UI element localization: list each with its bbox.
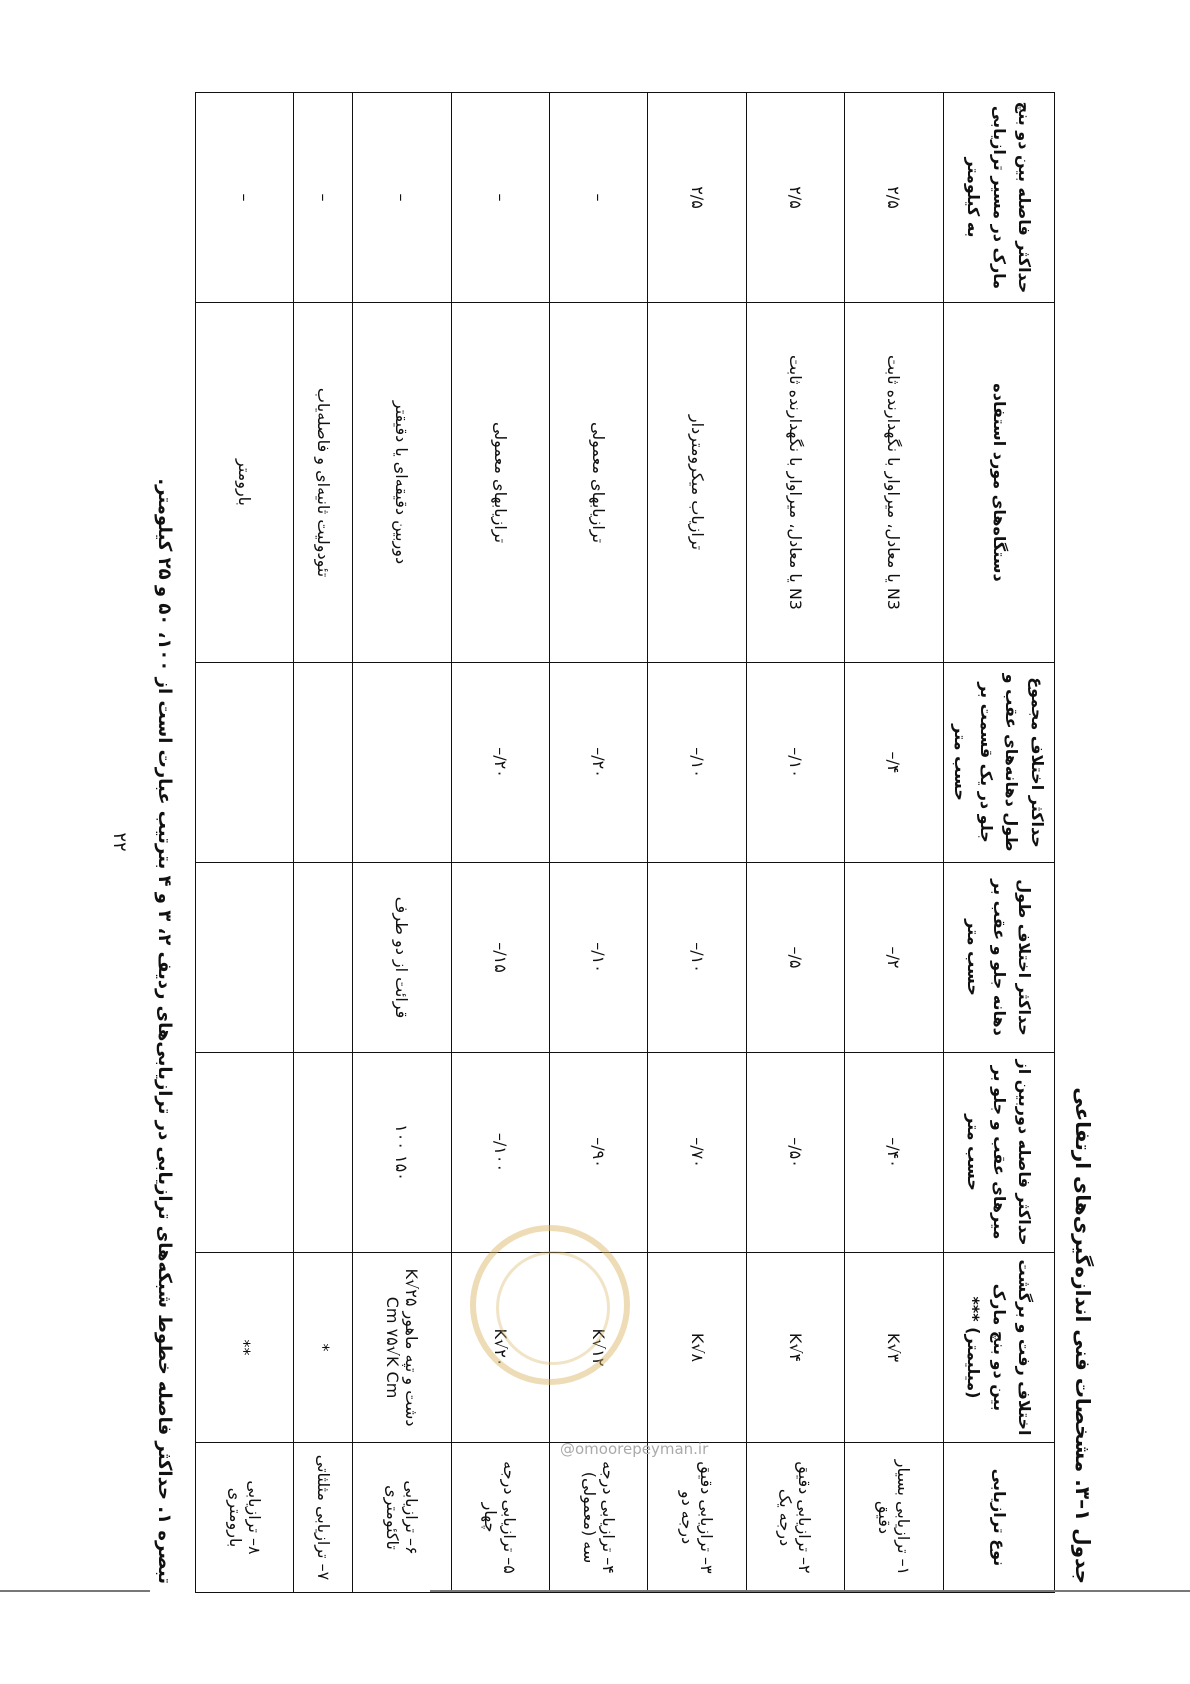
span-difference-cell: قرائت از دو طرف	[353, 863, 451, 1053]
equipment-cell: دوربین دقیقه‌ای یا دقیقتر	[353, 303, 451, 663]
bottom-rule-divider	[0, 1590, 150, 1592]
span-difference-cell: ۱۵/–	[451, 863, 549, 1053]
sum-difference-cell: ۱۰/–	[746, 663, 844, 863]
sum-difference-cell	[353, 663, 451, 863]
sum-difference-cell: ۲۰/–	[451, 663, 549, 863]
header-cell: حداکثر اختلاف مجموع طول دهانه‌های عقب و جلو در یک قسمت بر حسب متر	[943, 663, 1054, 863]
sum-difference-cell: ۲۰/–	[549, 663, 647, 863]
footnote: تبصره ۱. حداکثر فاصله خطوط شبکه‌های ترازیابی در ترازیابی‌های ردیف ۲، ۳ و ۴ بترتیب عبارت است از ۱۰۰، ۵۰ و ۲۵ کیلومتر.	[154, 478, 175, 1584]
bottom-rule-divider	[430, 1590, 1190, 1592]
benchmark-distance-cell: ۲/۵	[746, 93, 844, 303]
table-header-row	[943, 93, 1054, 1593]
span-difference-cell: ۲/–	[845, 863, 943, 1053]
benchmark-distance-cell: –	[353, 93, 451, 303]
specifications-table	[195, 92, 1055, 1593]
tolerance-cell: دشت و تپه ماهور ۲۵√K Cm ۷۵√K Cm	[353, 1253, 451, 1443]
tolerance-cell: ۴√K	[746, 1253, 844, 1443]
table-row	[294, 93, 353, 1593]
max-distance-cell: ۹۰/–	[549, 1053, 647, 1253]
tolerance-cell: *	[294, 1253, 353, 1443]
tolerance-cell: ۸√K	[648, 1253, 746, 1443]
benchmark-distance-cell: ۲/۵	[845, 93, 943, 303]
equipment-cell: ترازیابهای معمولی	[451, 303, 549, 663]
span-difference-cell: ۵/–	[746, 863, 844, 1053]
page-number: ۲۲	[109, 832, 130, 852]
leveling-type-cell: ۶– ترازیابی تاکئومتری	[353, 1443, 451, 1593]
equipment-cell: بارومتر	[196, 303, 294, 663]
table-row	[648, 93, 746, 1593]
equipment-cell: N3 یا معادل، میراوار با نگهدارنده ثابت	[746, 303, 844, 663]
max-distance-cell: ۱۵۰ ۱۰۰	[353, 1053, 451, 1253]
header-cell: اختلاف رفت و برگشت بین دو بنچ مارک (میلیمتر) ***	[943, 1253, 1054, 1443]
table-row	[746, 93, 844, 1593]
leveling-type-cell: ۱– ترازیابی بسیار دقیق	[845, 1443, 943, 1593]
equipment-cell: ترازیاب میکرومتردار	[648, 303, 746, 663]
tolerance-cell: ۳√K	[845, 1253, 943, 1443]
benchmark-distance-cell: ۲/۵	[648, 93, 746, 303]
max-distance-cell: ۷۰/–	[648, 1053, 746, 1253]
sum-difference-cell: ۱۰/–	[648, 663, 746, 863]
benchmark-distance-cell: –	[294, 93, 353, 303]
header-cell: حداکثر فاصله دوربین از میرهای عقب و جلو بر حسب متر	[943, 1053, 1054, 1253]
span-difference-cell	[196, 863, 294, 1053]
max-distance-cell	[294, 1053, 353, 1253]
tolerance-cell: ۲۰√K	[451, 1253, 549, 1443]
max-distance-cell	[196, 1053, 294, 1253]
leveling-type-cell: ۵– ترازیابی درجه چهار	[451, 1443, 549, 1593]
header-cell: دستگاه‌های مورد استفاده	[943, 303, 1054, 663]
sum-difference-cell	[196, 663, 294, 863]
header-cell: حداکثر اختلاف طول دهانه جلو و عقب بر حسب متر	[943, 863, 1054, 1053]
equipment-cell: تئودولیت ثانیه‌ای و فاصله‌یاب	[294, 303, 353, 663]
max-distance-cell: ۵۰/–	[746, 1053, 844, 1253]
watermark-text: @omoorepeyman.ir	[560, 1440, 709, 1458]
span-difference-cell	[294, 863, 353, 1053]
table-row	[845, 93, 943, 1593]
max-distance-cell: ۱۰۰/–	[451, 1053, 549, 1253]
header-cell: نوع ترازیابی	[943, 1443, 1054, 1593]
header-cell: حداکثر فاصله بین دو بنچ مارک در مسیر ترازیابی به کیلومتر	[943, 93, 1054, 303]
watermark-seal-icon	[470, 1225, 630, 1385]
leveling-type-cell: ۸– ترازیابی بارومتری	[196, 1443, 294, 1593]
table-row	[353, 93, 451, 1593]
sum-difference-cell: ۴/–	[845, 663, 943, 863]
leveling-type-cell: ۴– ترازیابی درجه سه (معمولی)	[549, 1443, 647, 1593]
benchmark-distance-cell: –	[549, 93, 647, 303]
equipment-cell: ترازیابهای معمولی	[549, 303, 647, 663]
benchmark-distance-cell: –	[451, 93, 549, 303]
table-row	[196, 93, 294, 1593]
benchmark-distance-cell: –	[196, 93, 294, 303]
table-title: جدول ۱–۳. مشخصات فنی اندازه‌گیری‌های ارتفاعی	[1071, 1087, 1095, 1584]
leveling-type-cell: ۳– ترازیابی دقیق درجه دو	[648, 1443, 746, 1593]
leveling-type-cell: ۷– ترازیابی مثلثاتی	[294, 1443, 353, 1593]
span-difference-cell: ۱۰/–	[648, 863, 746, 1053]
equipment-cell: N3 یا معادل، میراوار با نگهدارنده ثابت	[845, 303, 943, 663]
sum-difference-cell	[294, 663, 353, 863]
span-difference-cell: ۱۰/–	[549, 863, 647, 1053]
tolerance-cell: ۱۲√K	[549, 1253, 647, 1443]
leveling-type-cell: ۲– ترازیابی دقیق درجه یک	[746, 1443, 844, 1593]
tolerance-cell: **	[196, 1253, 294, 1443]
max-distance-cell: ۴۰/–	[845, 1053, 943, 1253]
